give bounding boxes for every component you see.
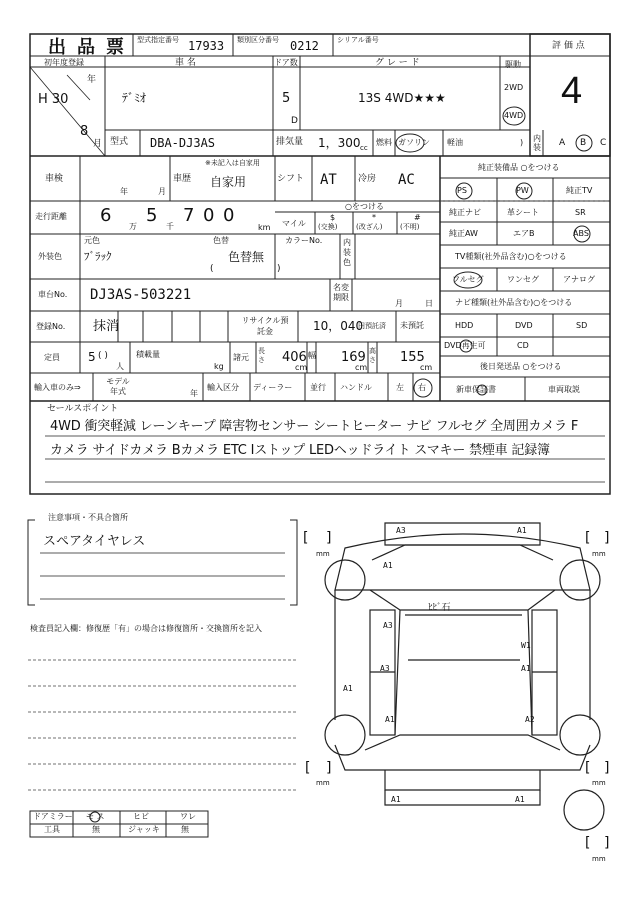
later-warranty: 新車保証書 [456,385,496,394]
registration-year-unit: 年 [87,75,97,85]
color-no-label: カラーNo. [285,236,323,245]
ac-value: AC [398,172,415,188]
doors-label: ドア数 [274,58,298,67]
model-year-unit: 年 [190,389,198,398]
interior-a: A [559,138,566,148]
mileage-opt2: (改ざん) [356,223,383,231]
fuel-gasoline: ガソリン [398,138,430,147]
doors-value: 5 [282,91,291,106]
mm-rr: mm [592,779,606,787]
mark-door-right-front: W1 [521,641,531,650]
shift-label: シフト [277,174,305,184]
recycle-unit: 円預託済 [358,322,386,330]
orig-color-label: 元色 [84,236,100,245]
equip-aw: 純正AW [449,229,478,238]
navi-dvd-play: DVD再生可 [444,341,486,350]
capacity-value: 5 [88,350,96,364]
score-value: 4 [561,70,583,112]
mileage-unit: km [258,223,271,232]
height-cm: cm [420,363,433,372]
interior-c: C [600,138,607,148]
tv-fullseg: フルセグ [452,275,484,284]
car-name-label: 車 名 [175,58,196,68]
drive-2wd: 2WD [504,83,524,92]
handle-left: 左 [396,383,404,392]
mark-front-bumper: A3 [396,526,406,535]
handle-right: 右 [418,383,426,392]
navi-cd: CD [517,341,529,350]
serial-label: シリアル番号 [337,36,379,44]
registration-no-value: 抹消 [93,319,120,334]
notes-label: 注意事項・不具合箇所 [48,513,128,522]
history-note: ※未記入は自家用 [205,159,260,167]
mileage-digit-5: 0 [223,205,235,226]
mark-rear-fender-right: A2 [525,715,535,724]
bracket-rl-open: [ [305,760,311,776]
type-label: 型式指定番号 [137,36,179,44]
inspector-label: 検査員記入欄：修復歴「有」の場合は修復箇所・交換箇所を記入 [30,624,262,633]
mileage-tsukeru: ○をつける [345,202,384,211]
recycle-label: リサイクル預託金 [241,316,289,336]
tools-value: 無 [92,825,100,834]
form-title: 出 品 票 [48,37,128,57]
mileage-digit-1: 6 [100,205,112,226]
navi-header: ナビ種類(社外品含む)○をつける [455,298,573,307]
import-parallel: 並行 [310,383,326,392]
doors-suffix: D [291,116,298,126]
color-label: 外装色 [38,252,62,261]
mark-rear-fender-left: A1 [385,715,395,724]
length-cm: cm [295,363,308,372]
displacement-label: 排気量 [276,137,304,147]
spec-label: 諸元 [233,353,249,362]
fuel-diesel: 軽油 [447,138,463,147]
registration-no-label: 登録No. [36,322,66,331]
import-dealer: ディーラー [253,383,293,392]
equip-sr: SR [575,208,586,217]
type-number: 17933 [188,39,225,53]
model-value: DBA-DJ3AS [150,136,216,150]
tv-oneseg: ワンセグ [507,275,539,284]
name-change-label: 名変期限 [333,283,349,302]
displacement-value: 1，300 [318,136,361,150]
car-diagram [325,523,604,830]
interior-b: B [580,138,587,148]
equip-navi: 純正ナビ [449,208,481,217]
mark-door-right-mid: A1 [521,664,531,673]
score-label: 評 価 点 [552,41,585,51]
class-number: 0212 [290,39,319,53]
name-change-day: 日 [425,299,433,308]
navi-hdd: HDD [455,321,474,330]
width-value: 169 [341,350,366,365]
mileage-opt1: (交換) [318,223,338,231]
inspection-year-unit: 年 [120,187,128,196]
mileage-opt3: (不明) [400,223,420,231]
mm-spare: mm [592,855,606,863]
navi-sd: SD [576,321,588,330]
car-name: ﾃﾞﾐｵ [122,91,147,105]
mileage-digit-4: 0 [203,205,215,226]
jack-value: 無 [181,825,189,834]
registration-month-unit: 月 [93,139,103,149]
mileage-opt1-sym: $ [330,213,336,222]
import-label: 輸入車のみ⇒ [34,383,81,392]
mileage-man: 万 [129,222,137,231]
equip-abs: ABS [573,229,589,238]
bracket-spare-open: [ [585,835,591,851]
drive-label: 駆動 [505,60,521,69]
length-value: 406 [282,350,307,365]
shift-value: AT [320,172,337,188]
bracket-rr-close: ] [604,760,610,776]
mileage-label: 走行距離 [35,212,67,221]
ware-label: ワレ [180,812,196,821]
chassis-label: 車台No. [38,290,68,299]
grade-value: 13S 4WD★★★ [358,91,446,105]
bracket-spare-close: ] [604,835,610,851]
class-label: 類別区分番号 [237,36,279,44]
mirror-value: モ ス [86,812,105,821]
repaint-value: 色替無 [228,250,265,264]
grade-label: グ レ ー ド [375,58,420,68]
mark-door-left-rear: A3 [380,664,390,673]
tools-label: 工具 [44,825,60,834]
inspection-month-unit: 月 [158,187,166,196]
capacity-paren: ( ) [98,351,108,361]
inspection-label: 車検 [45,174,64,184]
mark-door-left-front: A3 [383,621,393,630]
mark-fender-left: A1 [383,561,393,570]
bracket-rl-close: ] [326,760,332,776]
length-label: 長さ [258,347,265,364]
navi-dvd: DVD [515,321,533,330]
later-header: 後日発送品 ○をつける [480,362,562,371]
bracket-fl-open: [ [303,530,309,546]
jack-label: ジャッキ [128,825,160,834]
mm-rl: mm [316,779,330,787]
width-cm: cm [355,363,368,372]
name-change-month: 月 [395,299,403,308]
fuel-label: 燃料 [376,138,392,147]
bracket-rr-open: [ [585,760,591,776]
mark-rear-bumper-right: A1 [515,795,525,804]
ac-label: 冷房 [358,174,377,184]
width-label: 幅 [308,351,316,360]
mirror-label: ドアミラー [33,812,73,821]
mm-fl: mm [316,550,330,558]
repaint-paren-close: ) [277,264,281,274]
sales-label: セールスポイント [47,404,119,414]
mileage-mile: マイル [282,219,306,228]
height-label: 高さ [369,347,376,364]
bracket-fr-open: [ [585,530,591,546]
hibi-label: ヒビ [133,812,149,821]
tv-header: TV種類(社外品含む)○をつける [455,252,567,261]
import-div-label: 輸入区分 [207,383,239,392]
bracket-fl-close: ] [326,530,332,546]
capacity-label: 定員 [44,353,60,362]
registration-month: 8 [80,124,89,139]
equip-ps: PS [457,186,467,195]
load-label: 積載量 [136,350,160,359]
sales-line-1: 4WD 衝突軽減 レーンキープ 障害物センサー シートヒーター ナビ フルセグ 全周囲カメラ F [50,419,579,434]
chassis-value: DJ3AS-503221 [90,287,192,303]
interior-color-label: 内装色 [343,238,351,267]
mark-rear-left: A1 [343,684,353,693]
equip-pw: PW [516,186,529,195]
sales-line-2: カメラ サイドカメラ Bカメラ ETC Iストップ LEDヘッドライト スマキー 禁煙車 記録簿 [50,443,550,458]
registration-label: 初年度登録 [44,58,84,67]
repaint-label: 色替 [213,236,229,245]
mark-roof: ﾋﾋﾞ石 [428,603,451,613]
equipment-header: 純正装備品 ○をつける [478,163,560,172]
orig-color: ﾌﾞﾗｯｸ [84,250,112,263]
bracket-fr-close: ] [604,530,610,546]
cc-unit: cc [360,144,368,152]
load-unit: kg [214,362,224,371]
mileage-digit-3: 7 [183,205,195,226]
model-label: 型式 [110,137,129,147]
equip-leather: 革シート [507,208,539,217]
history-label: 車歴 [173,174,192,184]
mark-rear-bumper-left: A1 [391,795,401,804]
recycle-value: 10，040 [313,319,364,333]
mileage-sen: 千 [166,222,174,231]
mark-front-right: A1 [517,526,527,535]
drive-4wd: 4WD [504,111,524,120]
mileage-opt2-sym: * [372,213,376,222]
history-value: 自家用 [210,175,247,189]
interior-label: 内装 [533,134,541,152]
mileage-digit-2: 5 [146,205,158,226]
height-value: 155 [400,350,425,365]
notes-text: スペアタイヤレス [43,534,146,549]
later-manual: 車両取説 [548,385,580,394]
recycle-opt: 未預託 [400,321,424,330]
tv-analog: アナログ [563,275,595,284]
mileage-opt3-sym: # [414,213,421,222]
handle-label: ハンドル [340,383,372,392]
capacity-unit: 人 [116,362,124,371]
registration-era: H 30 [38,92,69,107]
mm-fr: mm [592,550,606,558]
equip-airbag: エアB [513,229,535,238]
equip-tv: 純正TV [566,186,593,195]
repaint-paren-open: ( [210,264,214,274]
model-year-label: モデル年式 [106,377,130,396]
